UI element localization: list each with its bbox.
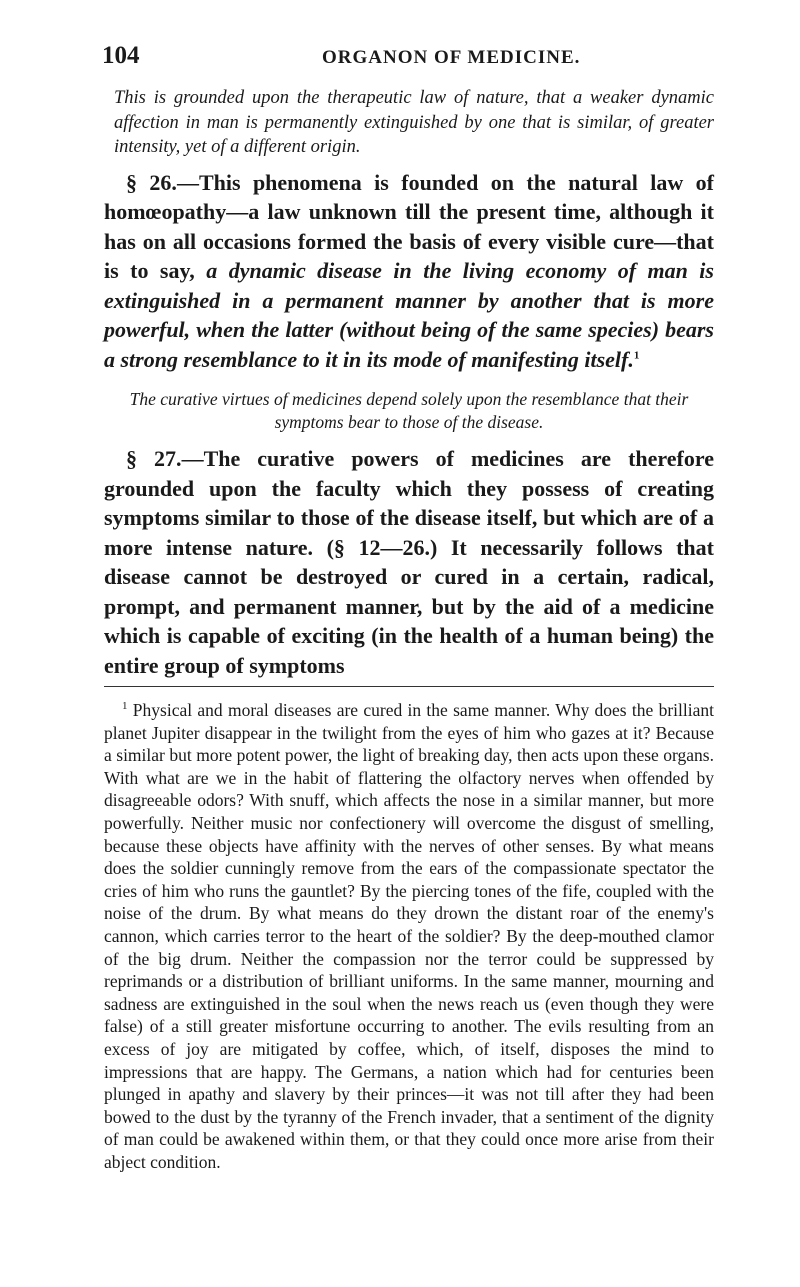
section-26-paragraph — [104, 168, 714, 375]
running-header — [104, 42, 714, 72]
footnote-paragraph — [104, 699, 714, 1173]
running-title: ORGANON OF MEDICINE. — [322, 47, 581, 68]
footnote-marker: 1 — [122, 700, 128, 713]
section-27-mark: § 27. — [126, 446, 182, 471]
sidenote-heading: The curative virtues of medicines depend solely upon the resemblance that their symptoms bear to those of the disease. — [129, 389, 689, 432]
footnote-reference: 1 — [633, 349, 640, 362]
intro-paragraph: This is grounded upon the therapeutic law of nature, that a weaker dynamic affection in man is permanently extinguished by one that is similar, of greater intensity, yet of a different origin. — [114, 88, 714, 157]
section-26-mark: § 26. — [126, 169, 177, 195]
page-number: 104 — [102, 42, 140, 69]
section-27-text: —The curative powers of medicines are therefore grounded upon the faculty which they possess of creating symptoms similar to those of the disease itself, but which are of a more intense nature. (§ 12—26.) It necessarily follows that disease cannot be destroyed or cured in a certain, radical, prompt, and permanent manner, but by the aid of a medicine which is capable of exciting (in the health of a human being) the entire group of symptoms — [104, 446, 715, 678]
section-26-italic-text: a dynamic disease in the living economy of man is extinguished in a permanent manner by another that is more powerful, when the latter (without being of the same species) bears a strong resemblance to it in its mode of manifesting itself. — [104, 258, 714, 372]
section-26-text: —This phenomena is founded on the natural law of homœopathy—a law unknown till the present time, although it has on all occasions formed the basis of every visible cure—that is to say, — [104, 169, 715, 283]
footnote-text: Physical and moral diseases are cured in the same manner. Why does the brilliant planet Jupiter disappear in the twilight from the eyes of him who gazes at it? Because a similar but more potent power, the light of breaking day, then acts upon these organs. With what are we in the habit of flattering the olfactory nerves when offended by disagreeable odors? With snuff, which affects the nose in a similar manner, but more powerfully. Neither music nor confectionery will overcome the disgust of smelling, because these objects have affinity with the nerves of other senses. By what means does the soldier cunningly remove from the ears of the compassionate spectator the cries of him who runs the gauntlet? By the piercing tones of the fife, coupled with the noise of the drum. By what means do they drown the distant roar of the enemy's cannon, which carries terror to the heart of the soldier? By the deep-mouthed clamor of the big drum. Neither the compassion nor the terror could be suppressed by reprimands or a distribution of brilliant uniforms. In the same manner, mourning and sadness are extinguished in the soul when the news reach us (even though they were false) of a still greater misfortune occurring to another. The evils resulting from an excess of joy are mitigated by coffee, which, of itself, disposes the mind to impressions that are happy. The Germans, a nation which had for centuries been plunged in apathy and slavery by their princes—it was not till after they had been bowed to the dust by the tyranny of the French invader, that a sentiment of the dignity of man could be awakened within them, or that they could once more arise from their abject condition. — [104, 700, 714, 1172]
footnote-divider — [104, 686, 714, 687]
section-27-paragraph — [104, 444, 714, 680]
